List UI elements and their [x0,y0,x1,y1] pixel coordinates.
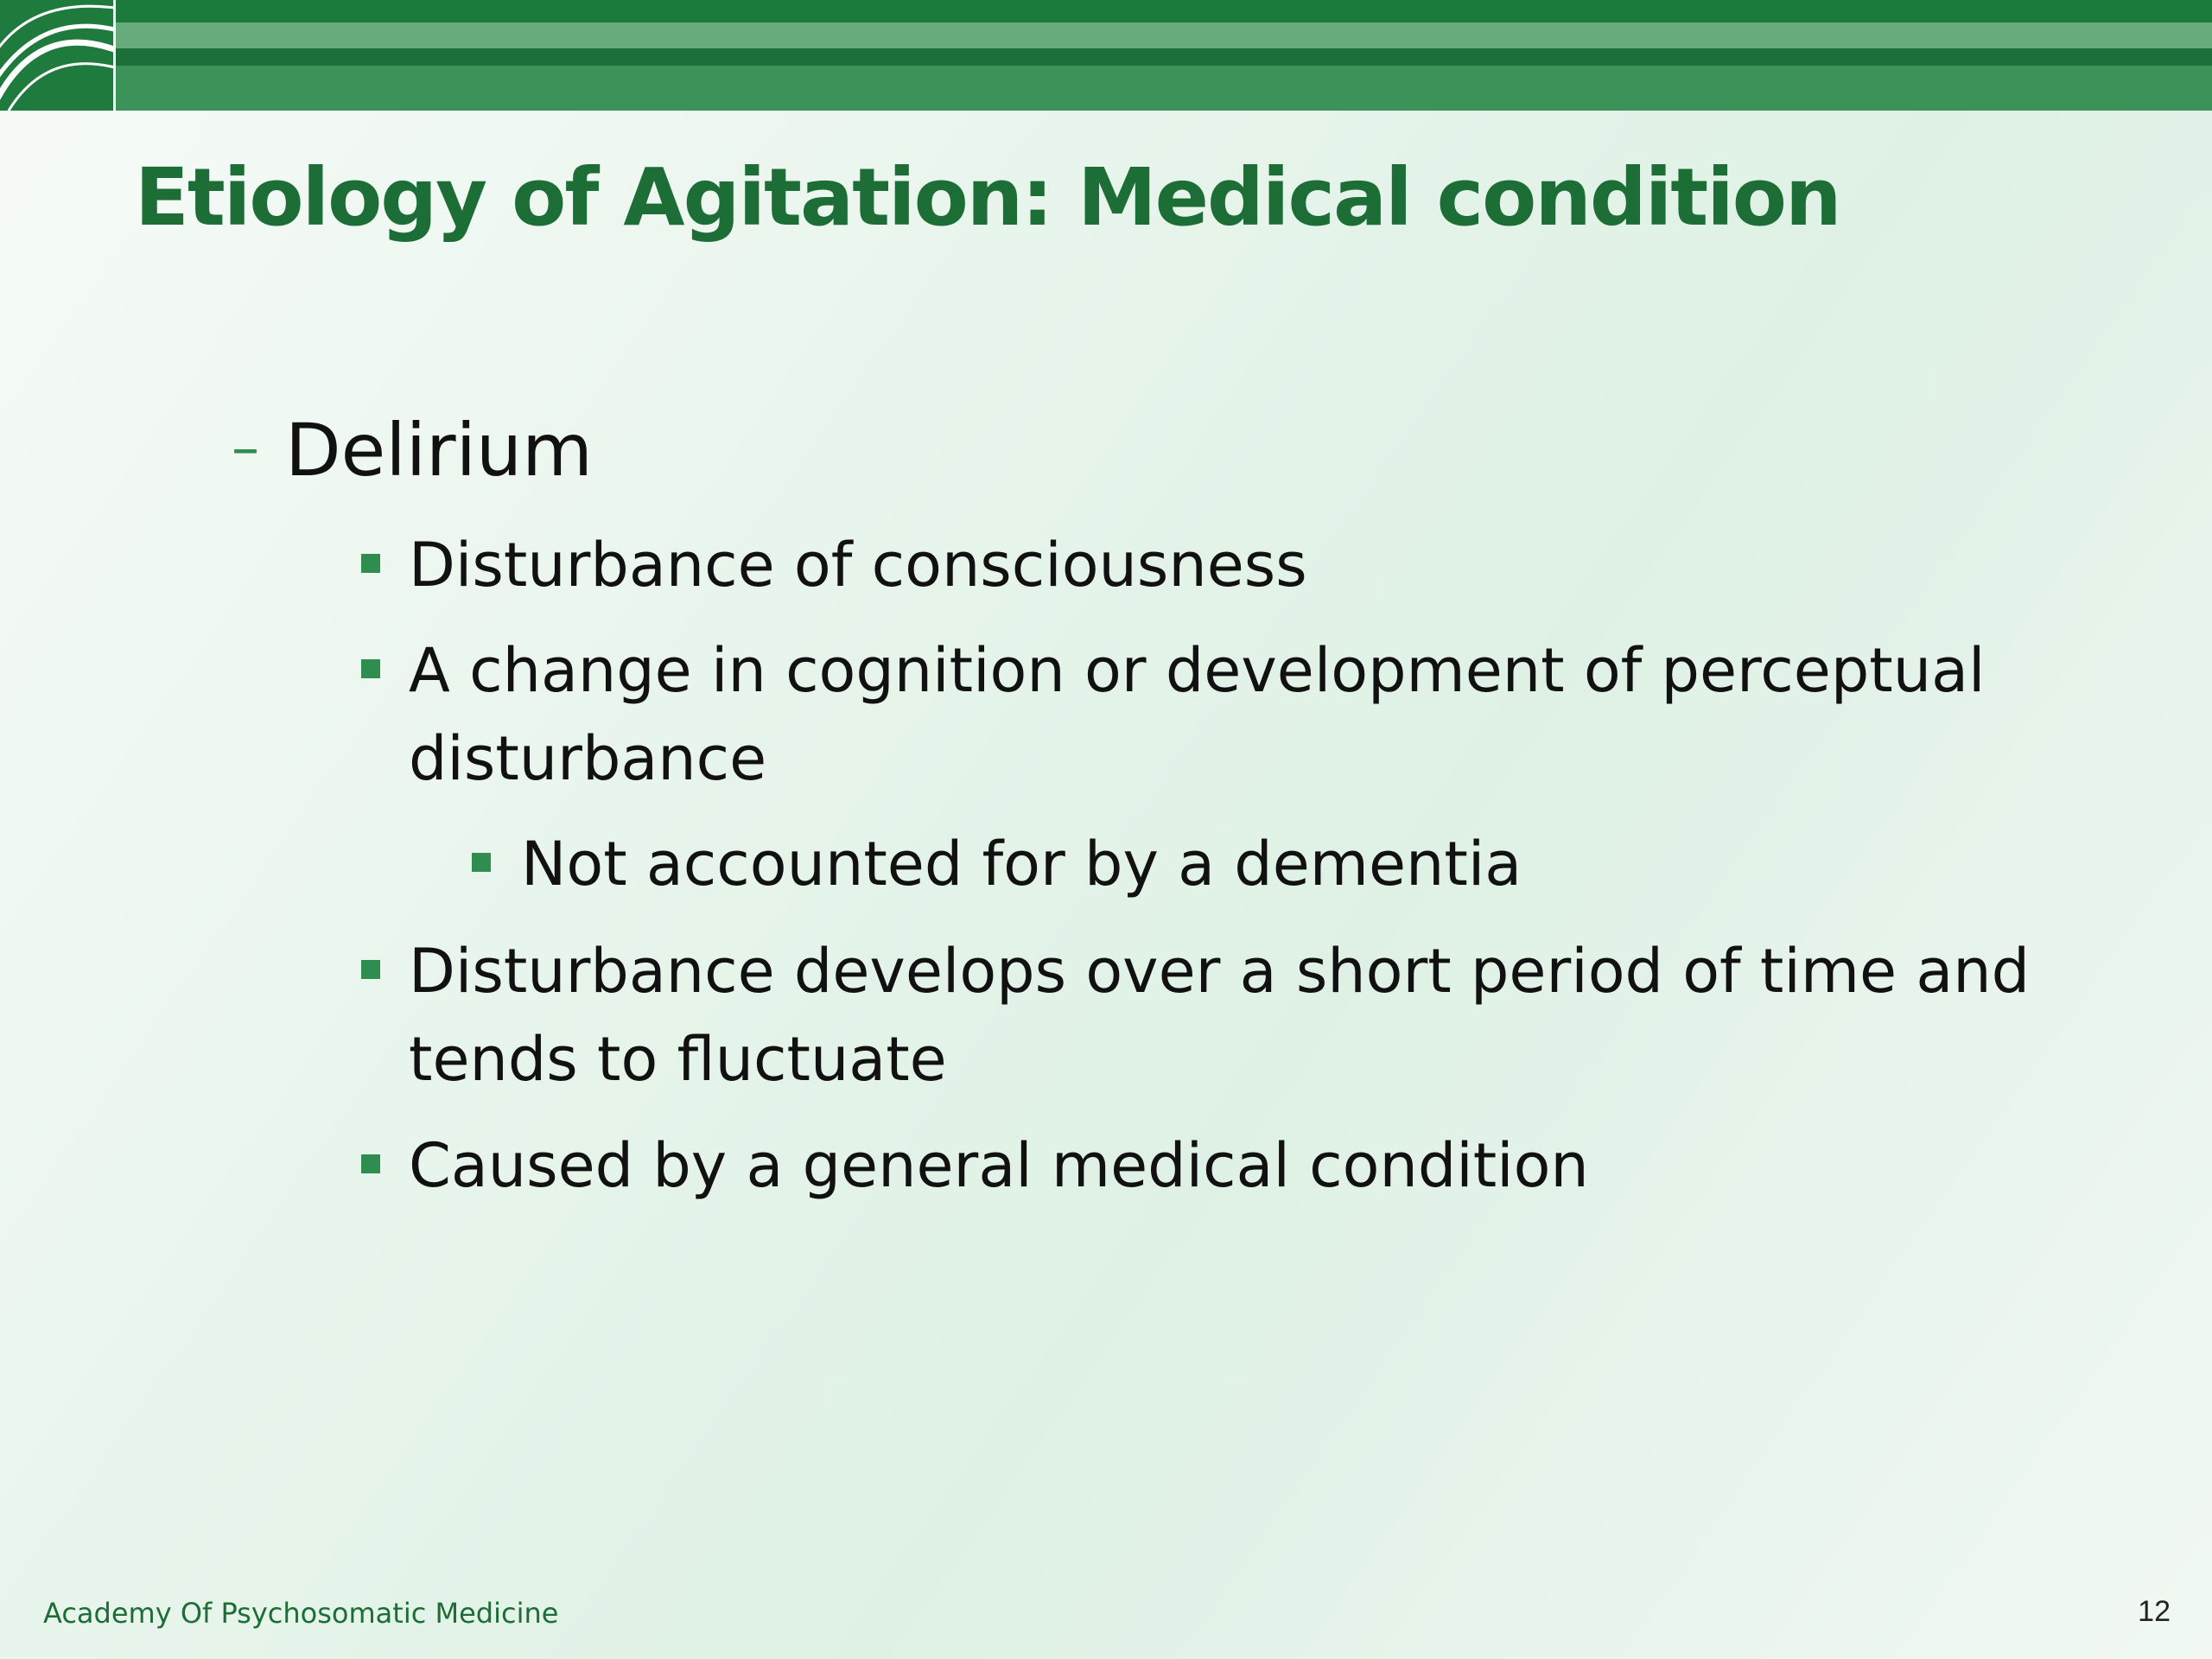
bullet-delirium: Delirium [285,408,593,493]
square-bullet-icon [472,853,491,872]
sub-bullet-item: Not accounted for by a dementia [521,829,1522,899]
arc-logo-icon [0,0,113,111]
square-bullet-icon [361,659,380,678]
dash-bullet-icon: – [232,416,259,480]
header-stripe [116,0,2212,22]
bullet-item: Caused by a general medical condition [409,1130,1589,1201]
square-bullet-icon [361,554,380,573]
header-band [0,0,2212,111]
header-stripe [116,48,2212,66]
slide-title: Etiology of Agitation: Medical condition [135,151,1840,244]
bullet-item: Disturbance of consciousness [409,530,1307,601]
bullet-item: Disturbance develops over a short period of time and [409,936,2031,1007]
footer-organization: Academy Of Psychosomatic Medicine [43,1597,559,1630]
square-bullet-icon [361,1154,380,1173]
page-number: 12 [2138,1595,2171,1628]
header-stripe [116,22,2212,48]
bullet-item: A change in cognition or development of perceptual [409,635,1986,706]
square-bullet-icon [361,960,380,979]
header-stripe [116,66,2212,111]
bullet-item-continued: tends to fluctuate [409,1024,947,1095]
bullet-item-continued: disturbance [409,723,767,794]
